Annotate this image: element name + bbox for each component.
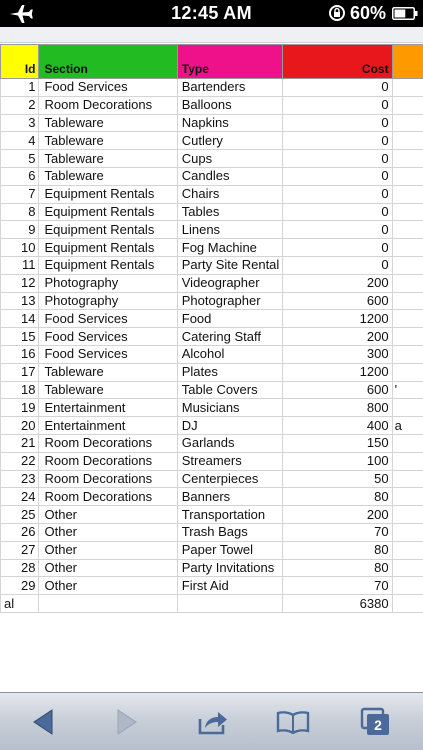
cell-extra[interactable] bbox=[392, 167, 423, 185]
cell-id[interactable]: 29 bbox=[1, 577, 39, 595]
cell-section[interactable]: Equipment Rentals bbox=[39, 256, 177, 274]
total-cell-section[interactable] bbox=[39, 595, 177, 613]
cell-section[interactable]: Other bbox=[39, 541, 177, 559]
budget-table bbox=[0, 44, 423, 613]
cell-extra[interactable] bbox=[392, 79, 423, 97]
cell-type[interactable]: Trash Bags bbox=[177, 523, 283, 541]
cell-id[interactable]: 19 bbox=[1, 399, 39, 417]
cell-extra[interactable] bbox=[392, 452, 423, 470]
cell-cost[interactable]: 0 bbox=[283, 185, 392, 203]
total-cell-type[interactable] bbox=[177, 595, 283, 613]
cell-section[interactable]: Tableware bbox=[39, 363, 177, 381]
cell-extra[interactable] bbox=[392, 310, 423, 328]
safari-toolbar bbox=[0, 692, 423, 750]
cell-cost[interactable]: 1200 bbox=[283, 363, 392, 381]
cell-section[interactable]: Tableware bbox=[39, 114, 177, 132]
cell-extra[interactable] bbox=[392, 488, 423, 506]
cell-section[interactable]: Photography bbox=[39, 292, 177, 310]
cell-id[interactable]: 18 bbox=[1, 381, 39, 399]
battery-icon bbox=[392, 7, 418, 20]
cell-type[interactable]: Tables bbox=[177, 203, 283, 221]
cell-id[interactable]: 14 bbox=[1, 310, 39, 328]
cell-id[interactable]: 2 bbox=[1, 96, 39, 114]
table-row bbox=[1, 79, 423, 97]
table-row bbox=[1, 150, 423, 168]
cell-extra[interactable] bbox=[392, 132, 423, 150]
cell-type[interactable]: Chairs bbox=[177, 185, 283, 203]
cell-extra[interactable] bbox=[392, 363, 423, 381]
table-row bbox=[1, 541, 423, 559]
column-header-id[interactable]: Id bbox=[1, 45, 39, 79]
header-row bbox=[1, 45, 423, 79]
cell-type[interactable]: Linens bbox=[177, 221, 283, 239]
cell-type[interactable]: Transportation bbox=[177, 506, 283, 524]
table-row bbox=[1, 381, 423, 399]
table-row bbox=[1, 506, 423, 524]
cell-id[interactable]: 15 bbox=[1, 328, 39, 346]
cell-cost[interactable]: 50 bbox=[283, 470, 392, 488]
cell-extra[interactable] bbox=[392, 185, 423, 203]
cell-type[interactable]: First Aid bbox=[177, 577, 283, 595]
table-row bbox=[1, 470, 423, 488]
cell-section[interactable]: Other bbox=[39, 506, 177, 524]
share-button[interactable] bbox=[183, 693, 243, 750]
cell-section[interactable]: Entertainment bbox=[39, 399, 177, 417]
column-header-extra[interactable] bbox=[392, 45, 423, 79]
cell-cost[interactable]: 200 bbox=[283, 328, 392, 346]
cell-id[interactable]: 22 bbox=[1, 452, 39, 470]
rotation-lock-icon bbox=[329, 5, 345, 21]
cell-type[interactable]: Party Invitations bbox=[177, 559, 283, 577]
battery-percent: 60% bbox=[350, 3, 387, 23]
cell-type[interactable]: Photographer bbox=[177, 292, 283, 310]
status-time: 12:45 AM bbox=[171, 3, 252, 23]
cell-id[interactable]: 28 bbox=[1, 559, 39, 577]
cell-id[interactable]: 8 bbox=[1, 203, 39, 221]
cell-cost[interactable]: 200 bbox=[283, 274, 392, 292]
cell-extra[interactable] bbox=[392, 114, 423, 132]
table-row bbox=[1, 417, 423, 435]
cell-section[interactable]: Food Services bbox=[39, 310, 177, 328]
cell-extra[interactable] bbox=[392, 559, 423, 577]
cell-id[interactable]: 13 bbox=[1, 292, 39, 310]
cell-section[interactable]: Room Decorations bbox=[39, 470, 177, 488]
cell-id[interactable]: 20 bbox=[1, 417, 39, 435]
cell-cost[interactable]: 80 bbox=[283, 488, 392, 506]
cell-section[interactable]: Equipment Rentals bbox=[39, 185, 177, 203]
table-row bbox=[1, 523, 423, 541]
cell-cost[interactable]: 0 bbox=[283, 114, 392, 132]
back-arrow-icon bbox=[32, 709, 54, 735]
cell-type[interactable]: Plates bbox=[177, 363, 283, 381]
bookmarks-button[interactable] bbox=[263, 693, 323, 750]
cell-section[interactable]: Equipment Rentals bbox=[39, 221, 177, 239]
table-row bbox=[1, 310, 423, 328]
cell-extra[interactable] bbox=[392, 399, 423, 417]
cell-type[interactable]: Balloons bbox=[177, 96, 283, 114]
cell-cost[interactable]: 0 bbox=[283, 96, 392, 114]
cell-cost[interactable]: 600 bbox=[283, 381, 392, 399]
cell-cost[interactable]: 0 bbox=[283, 132, 392, 150]
table-row bbox=[1, 167, 423, 185]
column-header-cost[interactable]: Cost bbox=[283, 45, 392, 79]
cell-cost[interactable]: 150 bbox=[283, 434, 392, 452]
tabs-count: 2 bbox=[374, 717, 382, 733]
total-cell-extra[interactable] bbox=[392, 595, 423, 613]
cell-section[interactable]: Other bbox=[39, 577, 177, 595]
cell-type[interactable]: Napkins bbox=[177, 114, 283, 132]
cell-section[interactable]: Tableware bbox=[39, 381, 177, 399]
cell-type[interactable]: DJ bbox=[177, 417, 283, 435]
cell-cost[interactable]: 1200 bbox=[283, 310, 392, 328]
cell-id[interactable]: 17 bbox=[1, 363, 39, 381]
cell-id[interactable]: 5 bbox=[1, 150, 39, 168]
cell-extra[interactable] bbox=[392, 274, 423, 292]
cell-id[interactable]: 6 bbox=[1, 167, 39, 185]
cell-id[interactable]: 4 bbox=[1, 132, 39, 150]
cell-id[interactable]: 12 bbox=[1, 274, 39, 292]
cell-cost[interactable]: 100 bbox=[283, 452, 392, 470]
cell-extra[interactable] bbox=[392, 506, 423, 524]
cell-id[interactable]: 1 bbox=[1, 79, 39, 97]
status-bar bbox=[0, 0, 423, 27]
table-row bbox=[1, 328, 423, 346]
cell-section[interactable]: Food Services bbox=[39, 79, 177, 97]
cell-extra[interactable] bbox=[392, 541, 423, 559]
cell-id[interactable]: 3 bbox=[1, 114, 39, 132]
cell-extra[interactable] bbox=[392, 328, 423, 346]
table-row bbox=[1, 488, 423, 506]
cell-cost[interactable]: 0 bbox=[283, 221, 392, 239]
cell-type[interactable]: Table Covers bbox=[177, 381, 283, 399]
cell-type[interactable]: Cups bbox=[177, 150, 283, 168]
cell-section[interactable]: Room Decorations bbox=[39, 434, 177, 452]
cell-section[interactable]: Tableware bbox=[39, 150, 177, 168]
cell-type[interactable]: Paper Towel bbox=[177, 541, 283, 559]
cell-cost[interactable]: 0 bbox=[283, 79, 392, 97]
table-row bbox=[1, 239, 423, 257]
spreadsheet-view[interactable] bbox=[0, 44, 423, 618]
cell-extra[interactable] bbox=[392, 96, 423, 114]
cell-extra[interactable] bbox=[392, 256, 423, 274]
cell-section[interactable]: Equipment Rentals bbox=[39, 203, 177, 221]
table-row bbox=[1, 221, 423, 239]
cell-cost[interactable]: 400 bbox=[283, 417, 392, 435]
forward-arrow-icon bbox=[116, 709, 138, 735]
table-row bbox=[1, 452, 423, 470]
cell-id[interactable]: 27 bbox=[1, 541, 39, 559]
total-row bbox=[1, 595, 423, 613]
share-icon bbox=[197, 709, 229, 735]
cell-extra[interactable] bbox=[392, 239, 423, 257]
cell-section[interactable]: Tableware bbox=[39, 132, 177, 150]
total-cell-id[interactable]: al bbox=[1, 595, 39, 613]
table-row bbox=[1, 577, 423, 595]
cell-extra[interactable] bbox=[392, 523, 423, 541]
cell-id[interactable]: 7 bbox=[1, 185, 39, 203]
cell-type[interactable]: Centerpieces bbox=[177, 470, 283, 488]
cell-type[interactable]: Food bbox=[177, 310, 283, 328]
cell-section[interactable]: Room Decorations bbox=[39, 488, 177, 506]
bookmarks-book-icon bbox=[276, 710, 310, 734]
cell-id[interactable]: 26 bbox=[1, 523, 39, 541]
cell-cost[interactable]: 80 bbox=[283, 541, 392, 559]
cell-cost[interactable]: 70 bbox=[283, 523, 392, 541]
cell-extra[interactable] bbox=[392, 470, 423, 488]
cell-type[interactable]: Fog Machine bbox=[177, 239, 283, 257]
cell-type[interactable]: Party Site Rental bbox=[177, 256, 283, 274]
table-row bbox=[1, 114, 423, 132]
cell-section[interactable]: Entertainment bbox=[39, 417, 177, 435]
cell-extra[interactable] bbox=[392, 345, 423, 363]
total-cell-cost[interactable]: 6380 bbox=[283, 595, 392, 613]
cell-id[interactable]: 10 bbox=[1, 239, 39, 257]
cell-extra[interactable] bbox=[392, 221, 423, 239]
cell-id[interactable]: 23 bbox=[1, 470, 39, 488]
table-row bbox=[1, 559, 423, 577]
cell-section[interactable]: Room Decorations bbox=[39, 96, 177, 114]
table-row bbox=[1, 274, 423, 292]
cell-type[interactable]: Candles bbox=[177, 167, 283, 185]
cell-cost[interactable]: 80 bbox=[283, 559, 392, 577]
cell-id[interactable]: 21 bbox=[1, 434, 39, 452]
cell-extra[interactable]: ' bbox=[392, 381, 423, 399]
cell-cost[interactable]: 70 bbox=[283, 577, 392, 595]
table-row bbox=[1, 363, 423, 381]
cell-section[interactable]: Room Decorations bbox=[39, 452, 177, 470]
cell-type[interactable]: Bartenders bbox=[177, 79, 283, 97]
table-row bbox=[1, 256, 423, 274]
back-button[interactable] bbox=[13, 693, 73, 750]
cell-type[interactable]: Catering Staff bbox=[177, 328, 283, 346]
cell-extra[interactable]: a bbox=[392, 417, 423, 435]
table-row bbox=[1, 292, 423, 310]
cell-id[interactable]: 25 bbox=[1, 506, 39, 524]
cell-extra[interactable] bbox=[392, 434, 423, 452]
cell-section[interactable]: Equipment Rentals bbox=[39, 239, 177, 257]
column-header-type[interactable]: Type bbox=[177, 45, 283, 79]
tabs-button[interactable] bbox=[346, 693, 406, 750]
table-row bbox=[1, 185, 423, 203]
cell-cost[interactable]: 0 bbox=[283, 239, 392, 257]
cell-type[interactable]: Garlands bbox=[177, 434, 283, 452]
cell-id[interactable]: 9 bbox=[1, 221, 39, 239]
cell-section[interactable]: Other bbox=[39, 523, 177, 541]
cell-type[interactable]: Musicians bbox=[177, 399, 283, 417]
cell-id[interactable]: 16 bbox=[1, 345, 39, 363]
cell-cost[interactable]: 800 bbox=[283, 399, 392, 417]
cell-extra[interactable] bbox=[392, 292, 423, 310]
table-row bbox=[1, 345, 423, 363]
table-row bbox=[1, 399, 423, 417]
cell-section[interactable]: Tableware bbox=[39, 167, 177, 185]
cell-cost[interactable]: 0 bbox=[283, 203, 392, 221]
cell-type[interactable]: Banners bbox=[177, 488, 283, 506]
cell-cost[interactable]: 0 bbox=[283, 150, 392, 168]
cell-cost[interactable]: 300 bbox=[283, 345, 392, 363]
cell-extra[interactable] bbox=[392, 203, 423, 221]
table-row bbox=[1, 434, 423, 452]
cell-type[interactable]: Streamers bbox=[177, 452, 283, 470]
cell-cost[interactable]: 0 bbox=[283, 256, 392, 274]
cell-section[interactable]: Food Services bbox=[39, 345, 177, 363]
cell-section[interactable]: Other bbox=[39, 559, 177, 577]
table-row bbox=[1, 132, 423, 150]
cell-id[interactable]: 24 bbox=[1, 488, 39, 506]
cell-type[interactable]: Alcohol bbox=[177, 345, 283, 363]
cell-extra[interactable] bbox=[392, 150, 423, 168]
cell-section[interactable]: Photography bbox=[39, 274, 177, 292]
column-header-section[interactable]: Section bbox=[39, 45, 177, 79]
safari-address-bar-edge bbox=[0, 27, 423, 43]
cell-extra[interactable] bbox=[392, 577, 423, 595]
cell-cost[interactable]: 200 bbox=[283, 506, 392, 524]
forward-button[interactable] bbox=[97, 693, 157, 750]
table-row bbox=[1, 203, 423, 221]
cell-id[interactable]: 11 bbox=[1, 256, 39, 274]
tabs-icon bbox=[360, 707, 392, 737]
cell-cost[interactable]: 600 bbox=[283, 292, 392, 310]
cell-cost[interactable]: 0 bbox=[283, 167, 392, 185]
cell-type[interactable]: Videographer bbox=[177, 274, 283, 292]
table-row bbox=[1, 96, 423, 114]
cell-type[interactable]: Cutlery bbox=[177, 132, 283, 150]
cell-section[interactable]: Food Services bbox=[39, 328, 177, 346]
